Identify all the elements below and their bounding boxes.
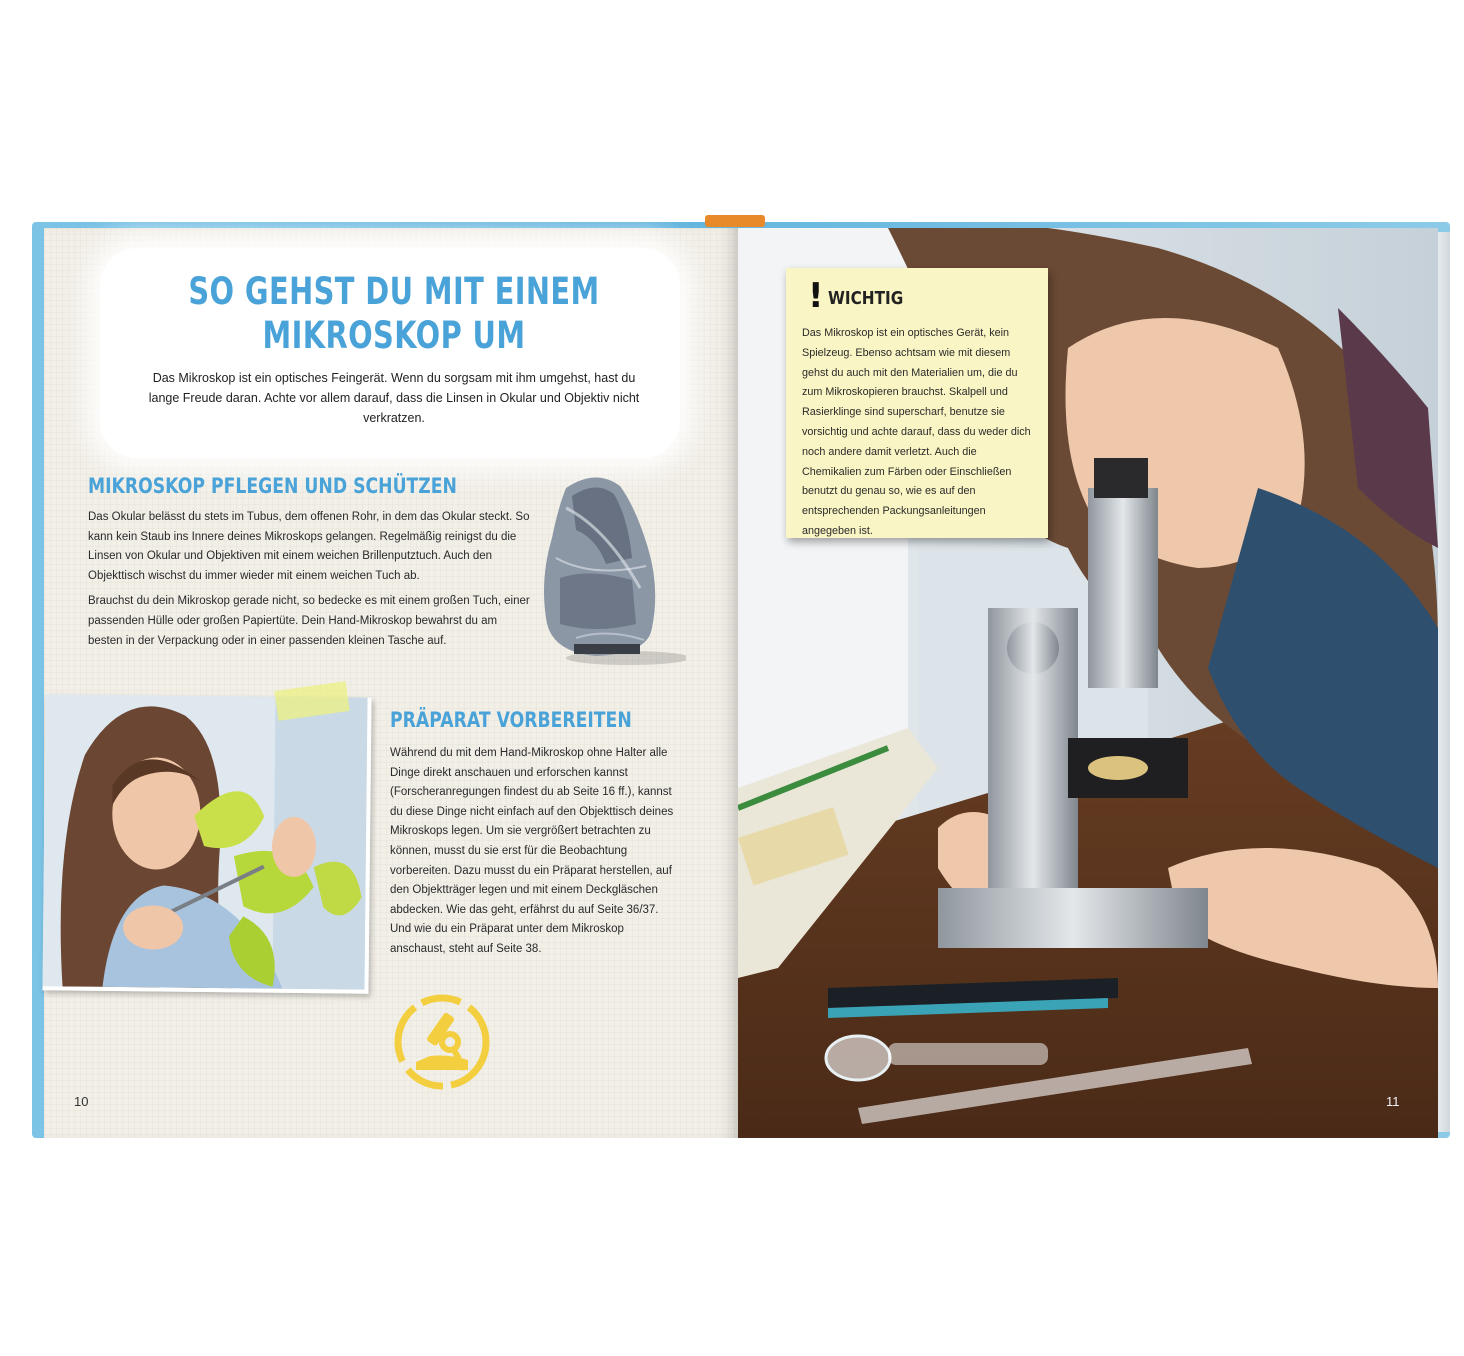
- right-page: [738, 228, 1438, 1138]
- page-edge: [1436, 232, 1450, 1132]
- left-page: [44, 228, 738, 1138]
- note-title: WICHTIG: [828, 288, 904, 309]
- microscope-stamp-icon: [390, 990, 494, 1094]
- section-preparation-paragraph: Während du mit dem Hand-Mikroskop ohne Halter alle Dinge direkt anschauen und erforschen kannst (Forscheranregungen findest du ab Seite 16 ff.), kannst du diese Dinge nicht einfach auf den Objekttisch deines Mikroskops legen. Um sie vergrößert betrachten zu können, musst du sie erst für die Beobachtung vorbereiten. Dazu musst du ein Präparat herstellen, auf den Objektträger legen und mit einem Deckgläschen abdecken. Wie das geht, erfährst du auf Seite 36/37. Und wie du ein Präparat unter dem Mikroskop anschaust, steht auf Seite 38.: [390, 747, 674, 955]
- page-number-right: 11: [1386, 1094, 1400, 1109]
- section-care-text: [88, 508, 534, 657]
- note-text: Das Mikroskop ist ein optisches Gerät, kein Spielzeug. Ebenso achtsam wie mit diesem gehst du auch mit den Materialien um, die du zum Mikroskopieren brauchst. Skalpell und Rasierklinge sind superscharf, benutze sie vorsichtig und achte darauf, dass du weder dich noch andere damit verletzt. Auch die Chemikalien zum Färben oder Einschließen benutzt du genau so, wie es auf den entsprechenden Packungsanleitungen angegeben ist.: [802, 327, 1031, 537]
- important-note: [786, 268, 1048, 538]
- section-care-paragraph-1: Das Okular belässt du stets im Tubus, dem offenen Rohr, in dem das Okular steckt. So kann kein Staub ins Innere deines Mikroskops gelangen. Regelmäßig reinigst du die Linsen von Okular und Objektiven mit einem weichen Brillenputztuch. Auch den Objekttisch wischst du immer wieder mit einem weichen Tuch ab.: [88, 511, 530, 582]
- cover-tab: [705, 215, 765, 227]
- page-title: [183, 270, 604, 358]
- page-number-left: 10: [74, 1094, 89, 1109]
- intro-text: Das Mikroskop ist ein optisches Feingerät. Wenn du sorgsam mit ihm umgehst, hast du lange Freude daran. Achte vor allem darauf, dass die Linsen in Okular und Objektiv nicht verkratzen.: [148, 371, 640, 425]
- section-care-paragraph-2: Brauchst du dein Mikroskop gerade nicht, so bedecke es mit einem großen Tuch, einer passenden Hülle oder großen Papiertüte. Dein Hand-Mikroskop bewahrst du am besten in der Verpackung oder in einer passenden kleinen Tasche auf.: [88, 595, 530, 647]
- page-title-line1: SO GEHST DU MIT EINEM: [188, 270, 600, 313]
- section-heading-preparation: PRÄPARAT VORBEREITEN: [390, 708, 632, 732]
- exclamation-icon: !: [808, 276, 824, 316]
- page-title-line2: MIKROSKOP UM: [262, 314, 526, 357]
- section-heading-care: MIKROSKOP PFLEGEN UND SCHÜTZEN: [88, 474, 457, 498]
- covered-microscope-image: [536, 468, 686, 668]
- section-preparation-text: [390, 744, 678, 966]
- girl-with-leaf-photo: [42, 694, 371, 993]
